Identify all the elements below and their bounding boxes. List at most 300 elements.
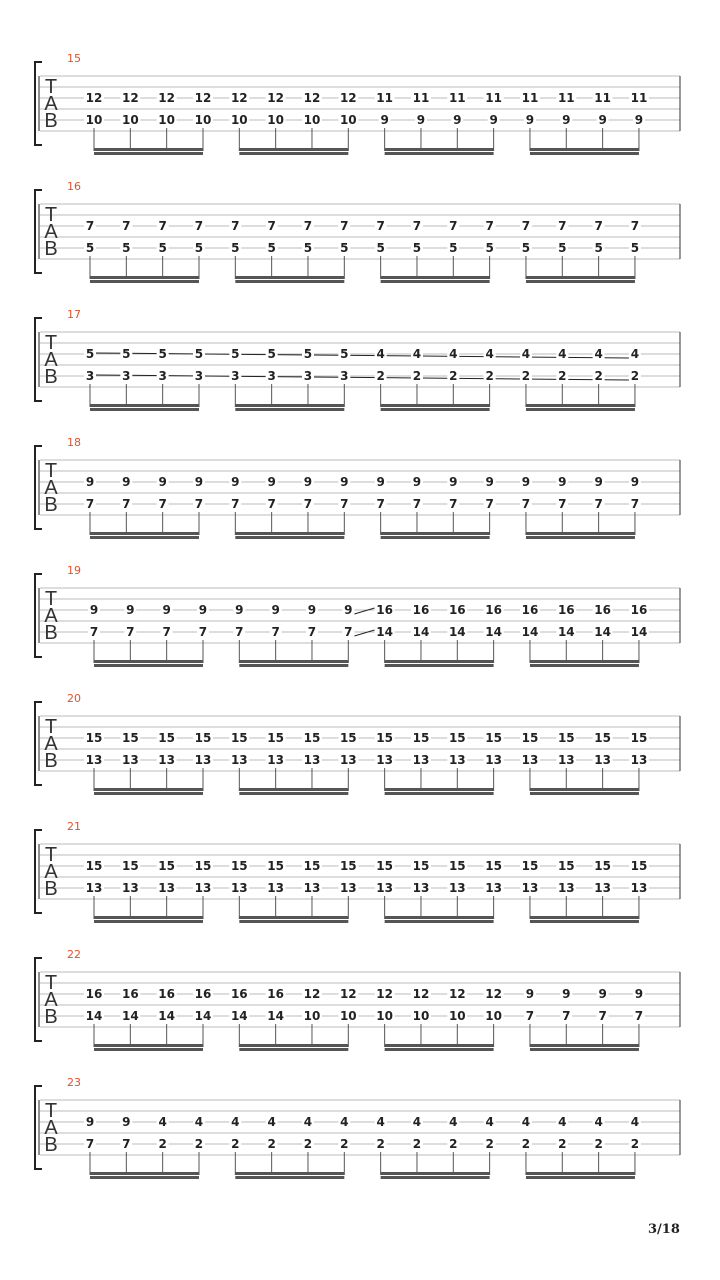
fret-number-lower: 2 bbox=[267, 1137, 276, 1151]
fret-number-upper: 11 bbox=[485, 91, 502, 105]
fret-number-lower: 7 bbox=[231, 497, 240, 511]
fret-number-upper: 9 bbox=[271, 603, 280, 617]
fret-number-upper: 16 bbox=[485, 603, 502, 617]
tab-clef-letter: A bbox=[44, 605, 58, 627]
measure-number: 15 bbox=[67, 52, 81, 65]
fret-number-upper: 5 bbox=[231, 347, 240, 361]
fret-number-lower: 10 bbox=[339, 1009, 357, 1023]
fret-number-lower: 13 bbox=[85, 753, 103, 767]
fret-number-upper: 9 bbox=[231, 475, 240, 489]
fret-number-upper: 16 bbox=[121, 987, 139, 1001]
beam-primary bbox=[239, 148, 348, 151]
fret-number-upper: 15 bbox=[339, 731, 357, 745]
beam-primary bbox=[90, 532, 199, 535]
fret-number-upper: 7 bbox=[412, 219, 422, 233]
tab-clef-letter: B bbox=[44, 1006, 58, 1028]
measure-number: 18 bbox=[67, 436, 81, 449]
fret-number-lower: 2 bbox=[449, 1137, 458, 1151]
fret-number-upper: 4 bbox=[594, 1115, 603, 1129]
fret-number-upper: 5 bbox=[267, 347, 276, 361]
beam-primary bbox=[526, 404, 635, 407]
fret-number-upper: 9 bbox=[122, 1115, 131, 1129]
fret-number-lower: 7 bbox=[194, 497, 204, 511]
fret-number-upper: 15 bbox=[85, 731, 103, 745]
fret-number-upper: 5 bbox=[158, 347, 167, 361]
measure-number: 19 bbox=[67, 564, 81, 577]
fret-number-upper: 12 bbox=[412, 987, 430, 1001]
measure-number: 22 bbox=[67, 948, 81, 961]
beam-secondary bbox=[239, 792, 348, 795]
fret-number-upper: 7 bbox=[267, 219, 276, 233]
fret-number-upper: 9 bbox=[85, 475, 95, 489]
fret-number-lower: 13 bbox=[230, 881, 248, 895]
fret-number-lower: 2 bbox=[558, 369, 567, 383]
fret-number-lower: 2 bbox=[521, 369, 531, 383]
fret-number-lower: 7 bbox=[562, 1009, 571, 1023]
fret-number-upper: 4 bbox=[485, 347, 494, 361]
tab-clef-letter: A bbox=[44, 733, 58, 755]
fret-number-upper: 16 bbox=[158, 987, 176, 1001]
fret-number-lower: 14 bbox=[85, 1009, 103, 1023]
fret-number-lower: 14 bbox=[557, 625, 575, 639]
fret-number-lower: 7 bbox=[485, 497, 494, 511]
fret-number-lower: 14 bbox=[194, 1009, 212, 1023]
fret-number-lower: 5 bbox=[231, 241, 240, 255]
beam-secondary bbox=[526, 280, 635, 283]
fret-number-upper: 4 bbox=[521, 1115, 531, 1129]
fret-number-upper: 11 bbox=[594, 91, 611, 105]
fret-number-lower: 3 bbox=[340, 369, 349, 383]
fret-number-lower: 13 bbox=[594, 753, 611, 767]
tab-clef-letter: B bbox=[44, 1134, 58, 1156]
fret-number-upper: 7 bbox=[303, 219, 313, 233]
fret-number-lower: 14 bbox=[267, 1009, 285, 1023]
fret-number-lower: 9 bbox=[525, 113, 535, 127]
fret-number-upper: 5 bbox=[194, 347, 204, 361]
fret-number-lower: 13 bbox=[485, 881, 502, 895]
fret-number-upper: 16 bbox=[594, 603, 611, 617]
fret-number-upper: 15 bbox=[594, 731, 611, 745]
fret-number-upper: 9 bbox=[449, 475, 458, 489]
beam-secondary bbox=[235, 408, 344, 411]
fret-number-lower: 10 bbox=[376, 1009, 393, 1023]
fret-number-lower: 7 bbox=[630, 497, 640, 511]
fret-number-lower: 14 bbox=[448, 625, 466, 639]
tab-clef-letter: B bbox=[44, 622, 58, 644]
fret-number-upper: 9 bbox=[562, 987, 571, 1001]
fret-number-upper: 12 bbox=[303, 987, 321, 1001]
beam-primary bbox=[526, 276, 635, 279]
measure-number: 17 bbox=[67, 308, 81, 321]
fret-number-upper: 16 bbox=[557, 603, 575, 617]
fret-number-lower: 10 bbox=[448, 1009, 466, 1023]
beam-secondary bbox=[530, 152, 639, 155]
fret-number-lower: 10 bbox=[303, 113, 321, 127]
fret-number-lower: 7 bbox=[307, 625, 317, 639]
fret-number-upper: 4 bbox=[376, 1115, 385, 1129]
beam-primary bbox=[381, 532, 490, 535]
beam-secondary bbox=[526, 1176, 635, 1179]
fret-number-lower: 13 bbox=[339, 753, 357, 767]
fret-number-upper: 7 bbox=[158, 219, 167, 233]
fret-number-upper: 16 bbox=[521, 603, 539, 617]
fret-number-lower: 2 bbox=[340, 1137, 349, 1151]
beam-secondary bbox=[94, 152, 203, 155]
fret-number-lower: 2 bbox=[449, 369, 458, 383]
tab-clef-letter: T bbox=[44, 716, 58, 738]
fret-number-lower: 13 bbox=[521, 881, 539, 895]
tab-clef-letter: T bbox=[44, 972, 58, 994]
fret-number-lower: 3 bbox=[231, 369, 240, 383]
fret-number-lower: 7 bbox=[271, 625, 280, 639]
fret-number-lower: 10 bbox=[85, 113, 103, 127]
fret-number-upper: 4 bbox=[412, 1115, 422, 1129]
tab-clef-letter: A bbox=[44, 989, 58, 1011]
beam-secondary bbox=[530, 920, 639, 923]
fret-number-lower: 5 bbox=[376, 241, 385, 255]
beam-secondary bbox=[239, 1048, 348, 1051]
fret-number-upper: 16 bbox=[376, 603, 393, 617]
fret-number-lower: 10 bbox=[303, 1009, 321, 1023]
fret-number-upper: 15 bbox=[376, 731, 393, 745]
fret-number-upper: 5 bbox=[122, 347, 131, 361]
fret-number-upper: 16 bbox=[630, 603, 648, 617]
fret-number-upper: 15 bbox=[339, 859, 357, 873]
beam-secondary bbox=[385, 664, 494, 667]
fret-number-lower: 13 bbox=[230, 753, 248, 767]
fret-number-lower: 13 bbox=[376, 753, 393, 767]
measure-number: 23 bbox=[67, 1076, 81, 1089]
beam-primary bbox=[90, 1172, 199, 1175]
fret-number-lower: 13 bbox=[448, 881, 466, 895]
fret-number-lower: 13 bbox=[267, 753, 285, 767]
fret-number-lower: 5 bbox=[412, 241, 422, 255]
fret-number-upper: 15 bbox=[557, 859, 575, 873]
beam-secondary bbox=[381, 1176, 490, 1179]
tab-clef-letter: A bbox=[44, 93, 58, 115]
measure-number: 20 bbox=[67, 692, 81, 705]
beam-secondary bbox=[235, 536, 344, 539]
fret-number-lower: 7 bbox=[598, 1009, 607, 1023]
tab-clef-letter: B bbox=[44, 494, 58, 516]
fret-number-lower: 9 bbox=[562, 113, 571, 127]
fret-number-lower: 2 bbox=[558, 1137, 567, 1151]
fret-number-upper: 7 bbox=[194, 219, 204, 233]
fret-number-lower: 7 bbox=[198, 625, 208, 639]
fret-number-lower: 5 bbox=[158, 241, 167, 255]
tab-clef-letter: T bbox=[44, 844, 58, 866]
tab-clef-letter: B bbox=[44, 110, 58, 132]
fret-number-lower: 7 bbox=[85, 1137, 95, 1151]
beam-secondary bbox=[526, 408, 635, 411]
beam-primary bbox=[530, 148, 639, 151]
tab-clef-letter: A bbox=[44, 477, 58, 499]
fret-number-lower: 2 bbox=[303, 1137, 313, 1151]
fret-number-lower: 2 bbox=[231, 1137, 240, 1151]
beam-secondary bbox=[381, 536, 490, 539]
beam-secondary bbox=[385, 1048, 494, 1051]
beam-secondary bbox=[94, 1048, 203, 1051]
fret-number-upper: 12 bbox=[267, 91, 285, 105]
fret-number-upper: 4 bbox=[340, 1115, 349, 1129]
fret-number-lower: 7 bbox=[235, 625, 244, 639]
fret-number-lower: 14 bbox=[521, 625, 539, 639]
fret-number-lower: 10 bbox=[158, 113, 176, 127]
beam-primary bbox=[385, 1044, 494, 1047]
beam-secondary bbox=[90, 536, 199, 539]
fret-number-lower: 9 bbox=[416, 113, 426, 127]
beam-primary bbox=[235, 1172, 344, 1175]
fret-number-lower: 7 bbox=[162, 625, 171, 639]
fret-number-lower: 2 bbox=[485, 369, 494, 383]
fret-number-upper: 12 bbox=[230, 91, 248, 105]
tab-clef-letter: T bbox=[44, 588, 58, 610]
fret-number-upper: 11 bbox=[376, 91, 393, 105]
fret-number-upper: 12 bbox=[121, 91, 139, 105]
slide-line-upper bbox=[354, 608, 374, 614]
fret-number-lower: 13 bbox=[194, 881, 212, 895]
fret-number-lower: 13 bbox=[521, 753, 539, 767]
fret-number-upper: 15 bbox=[194, 731, 212, 745]
fret-number-upper: 4 bbox=[449, 1115, 458, 1129]
fret-number-upper: 11 bbox=[630, 91, 648, 105]
fret-number-lower: 5 bbox=[267, 241, 276, 255]
fret-number-lower: 13 bbox=[121, 753, 139, 767]
fret-number-lower: 5 bbox=[303, 241, 313, 255]
fret-number-upper: 15 bbox=[267, 731, 285, 745]
fret-number-lower: 7 bbox=[594, 497, 603, 511]
fret-number-upper: 16 bbox=[412, 603, 430, 617]
fret-number-lower: 9 bbox=[489, 113, 498, 127]
fret-number-upper: 15 bbox=[485, 731, 502, 745]
fret-number-upper: 5 bbox=[303, 347, 313, 361]
fret-number-upper: 15 bbox=[303, 731, 321, 745]
fret-number-lower: 2 bbox=[376, 1137, 385, 1151]
fret-number-lower: 13 bbox=[630, 753, 648, 767]
fret-number-lower: 7 bbox=[525, 1009, 535, 1023]
beam-primary bbox=[530, 916, 639, 919]
fret-number-lower: 13 bbox=[557, 753, 575, 767]
fret-number-upper: 11 bbox=[521, 91, 539, 105]
fret-number-upper: 4 bbox=[231, 1115, 240, 1129]
fret-number-lower: 13 bbox=[194, 753, 212, 767]
fret-number-upper: 4 bbox=[376, 347, 385, 361]
beam-secondary bbox=[90, 280, 199, 283]
tab-clef-letter: B bbox=[44, 878, 58, 900]
fret-number-lower: 9 bbox=[453, 113, 462, 127]
fret-number-lower: 2 bbox=[594, 1137, 603, 1151]
fret-number-upper: 9 bbox=[376, 475, 385, 489]
beam-secondary bbox=[381, 280, 490, 283]
fret-number-lower: 13 bbox=[158, 881, 176, 895]
fret-number-lower: 7 bbox=[122, 1137, 131, 1151]
beam-primary bbox=[94, 788, 203, 791]
fret-number-lower: 5 bbox=[594, 241, 603, 255]
fret-number-lower: 7 bbox=[267, 497, 276, 511]
fret-number-upper: 15 bbox=[630, 731, 648, 745]
fret-number-lower: 7 bbox=[340, 497, 349, 511]
tab-clef-letter: B bbox=[44, 238, 58, 260]
fret-number-upper: 15 bbox=[230, 731, 248, 745]
fret-number-upper: 9 bbox=[525, 987, 535, 1001]
fret-number-lower: 14 bbox=[158, 1009, 176, 1023]
fret-number-lower: 7 bbox=[158, 497, 167, 511]
fret-number-lower: 7 bbox=[558, 497, 567, 511]
tab-clef-letter: T bbox=[44, 204, 58, 226]
fret-number-lower: 13 bbox=[267, 881, 285, 895]
beam-primary bbox=[385, 916, 494, 919]
fret-number-upper: 15 bbox=[85, 859, 103, 873]
fret-number-upper: 9 bbox=[303, 475, 313, 489]
fret-number-lower: 7 bbox=[449, 497, 458, 511]
fret-number-upper: 12 bbox=[339, 91, 357, 105]
measure-number: 16 bbox=[67, 180, 81, 193]
fret-number-lower: 14 bbox=[230, 1009, 248, 1023]
fret-number-upper: 11 bbox=[448, 91, 466, 105]
fret-number-lower: 9 bbox=[634, 113, 644, 127]
tab-clef-letter: T bbox=[44, 332, 58, 354]
fret-number-upper: 15 bbox=[448, 731, 466, 745]
fret-number-upper: 4 bbox=[158, 1115, 167, 1129]
fret-number-lower: 3 bbox=[194, 369, 204, 383]
fret-number-upper: 4 bbox=[303, 1115, 313, 1129]
fret-number-lower: 5 bbox=[485, 241, 494, 255]
fret-number-upper: 12 bbox=[85, 91, 103, 105]
fret-number-lower: 10 bbox=[267, 113, 285, 127]
fret-number-lower: 3 bbox=[267, 369, 276, 383]
fret-number-upper: 9 bbox=[594, 475, 603, 489]
fret-number-lower: 10 bbox=[230, 113, 248, 127]
fret-number-upper: 4 bbox=[630, 1115, 640, 1129]
fret-number-upper: 9 bbox=[89, 603, 99, 617]
fret-number-lower: 2 bbox=[376, 369, 385, 383]
beam-primary bbox=[94, 148, 203, 151]
fret-number-lower: 13 bbox=[412, 881, 430, 895]
beam-primary bbox=[235, 276, 344, 279]
fret-number-upper: 15 bbox=[448, 859, 466, 873]
beam-primary bbox=[94, 1044, 203, 1047]
fret-number-lower: 2 bbox=[630, 369, 640, 383]
fret-number-lower: 13 bbox=[376, 881, 393, 895]
beam-primary bbox=[239, 788, 348, 791]
fret-number-upper: 15 bbox=[521, 731, 539, 745]
fret-number-upper: 9 bbox=[267, 475, 276, 489]
fret-number-lower: 2 bbox=[412, 369, 422, 383]
beam-primary bbox=[526, 532, 635, 535]
fret-number-upper: 15 bbox=[194, 859, 212, 873]
fret-number-upper: 9 bbox=[162, 603, 171, 617]
fret-number-upper: 4 bbox=[194, 1115, 204, 1129]
fret-number-lower: 13 bbox=[630, 881, 648, 895]
beam-primary bbox=[385, 788, 494, 791]
fret-number-lower: 13 bbox=[448, 753, 466, 767]
fret-number-lower: 5 bbox=[340, 241, 349, 255]
tab-clef-letter: B bbox=[44, 750, 58, 772]
fret-number-upper: 12 bbox=[303, 91, 321, 105]
fret-number-upper: 15 bbox=[485, 859, 502, 873]
fret-number-upper: 15 bbox=[630, 859, 648, 873]
beam-secondary bbox=[239, 152, 348, 155]
fret-number-upper: 4 bbox=[267, 1115, 276, 1129]
fret-number-lower: 9 bbox=[380, 113, 389, 127]
fret-number-upper: 15 bbox=[412, 859, 430, 873]
beam-primary bbox=[385, 148, 494, 151]
fret-number-upper: 7 bbox=[630, 219, 640, 233]
beam-secondary bbox=[90, 1176, 199, 1179]
beam-primary bbox=[530, 1044, 639, 1047]
fret-number-lower: 14 bbox=[594, 625, 611, 639]
fret-number-upper: 16 bbox=[194, 987, 212, 1001]
slide-line-lower bbox=[354, 630, 374, 636]
fret-number-upper: 7 bbox=[449, 219, 458, 233]
fret-number-lower: 5 bbox=[521, 241, 531, 255]
fret-number-lower: 2 bbox=[594, 369, 603, 383]
beam-secondary bbox=[530, 792, 639, 795]
beam-secondary bbox=[94, 920, 203, 923]
fret-number-lower: 14 bbox=[485, 625, 502, 639]
fret-number-upper: 16 bbox=[448, 603, 466, 617]
fret-number-upper: 12 bbox=[194, 91, 212, 105]
fret-number-lower: 10 bbox=[412, 1009, 430, 1023]
fret-number-upper: 9 bbox=[85, 1115, 95, 1129]
fret-number-upper: 9 bbox=[307, 603, 317, 617]
fret-number-lower: 2 bbox=[412, 1137, 422, 1151]
beam-secondary bbox=[90, 408, 199, 411]
fret-number-upper: 9 bbox=[558, 475, 567, 489]
fret-number-upper: 4 bbox=[630, 347, 640, 361]
beam-primary bbox=[235, 404, 344, 407]
fret-number-lower: 5 bbox=[449, 241, 458, 255]
beam-secondary bbox=[239, 664, 348, 667]
fret-number-lower: 3 bbox=[303, 369, 313, 383]
fret-number-lower: 9 bbox=[598, 113, 607, 127]
beam-secondary bbox=[385, 792, 494, 795]
fret-number-upper: 15 bbox=[230, 859, 248, 873]
fret-number-upper: 9 bbox=[344, 603, 353, 617]
fret-number-upper: 15 bbox=[521, 859, 539, 873]
beam-primary bbox=[530, 788, 639, 791]
fret-number-lower: 10 bbox=[194, 113, 212, 127]
beam-primary bbox=[526, 1172, 635, 1175]
fret-number-lower: 2 bbox=[485, 1137, 494, 1151]
fret-number-upper: 4 bbox=[521, 347, 531, 361]
beam-primary bbox=[239, 916, 348, 919]
fret-number-upper: 11 bbox=[557, 91, 575, 105]
fret-number-lower: 13 bbox=[121, 881, 139, 895]
fret-number-lower: 13 bbox=[303, 881, 321, 895]
beam-primary bbox=[530, 660, 639, 663]
fret-number-upper: 16 bbox=[230, 987, 248, 1001]
fret-number-lower: 3 bbox=[158, 369, 167, 383]
fret-number-lower: 3 bbox=[85, 369, 95, 383]
tab-clef-letter: T bbox=[44, 76, 58, 98]
beam-secondary bbox=[239, 920, 348, 923]
beam-primary bbox=[94, 916, 203, 919]
fret-number-upper: 9 bbox=[630, 475, 640, 489]
fret-number-upper: 7 bbox=[122, 219, 131, 233]
fret-number-upper: 15 bbox=[267, 859, 285, 873]
beam-secondary bbox=[526, 536, 635, 539]
beam-secondary bbox=[94, 664, 203, 667]
fret-number-upper: 12 bbox=[448, 987, 466, 1001]
tab-clef-letter: A bbox=[44, 1117, 58, 1139]
fret-number-upper: 7 bbox=[485, 219, 494, 233]
fret-number-lower: 7 bbox=[303, 497, 313, 511]
measure-number: 21 bbox=[67, 820, 81, 833]
fret-number-upper: 7 bbox=[231, 219, 240, 233]
beam-secondary bbox=[235, 280, 344, 283]
fret-number-upper: 7 bbox=[521, 219, 531, 233]
